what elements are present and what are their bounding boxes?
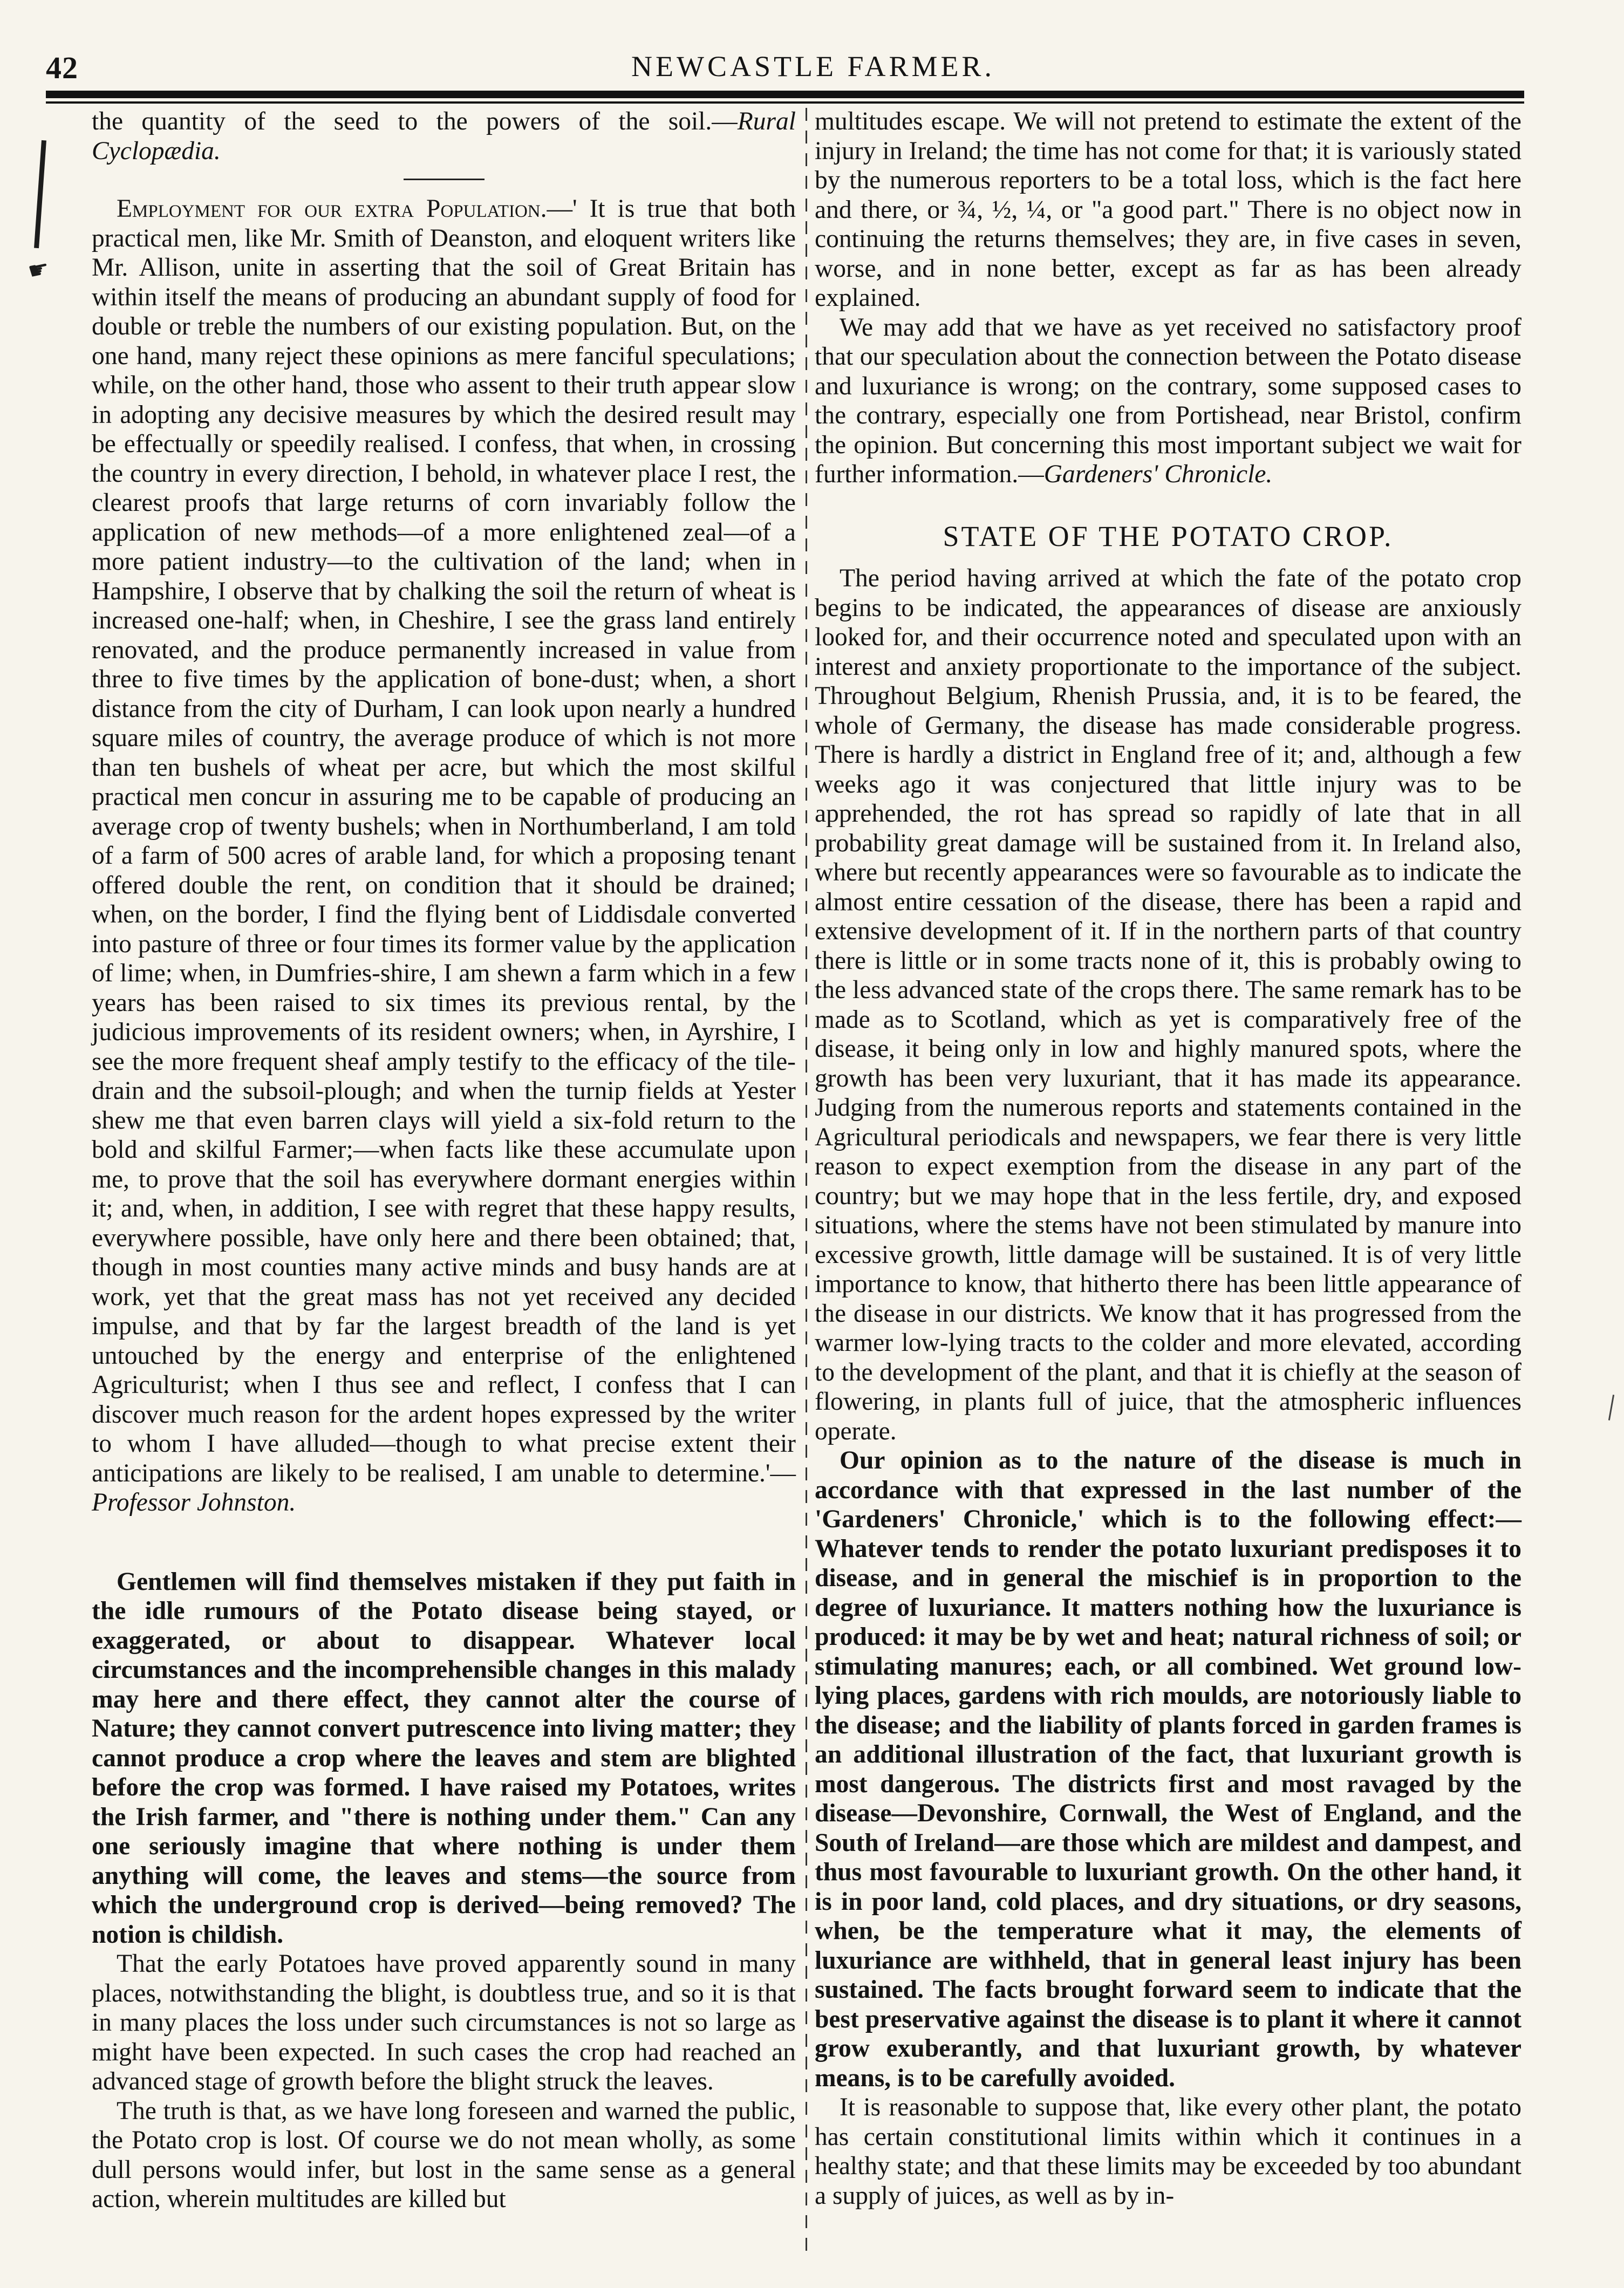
employment-heading: Employment for our extra Population.	[117, 195, 547, 223]
section-title: STATE OF THE POTATO CROP.	[943, 520, 1394, 552]
article-separator	[404, 179, 485, 180]
column-divider	[806, 108, 807, 2255]
potato-paragraph-1: Gentlemen will find themselves mistaken if they put faith in the idle rumours of the Potato disease being stayed, or exaggerated, or about to disappear. Whatever local circumstances and the incomprehensible changes in this malady may here and there effect, they cannot alter the course of Nature; they cannot convert putrescence into living matter; they cannot produce a crop where the leaves and stem are blighted before the crop was formed. I have raised my Potatoes, writes the Irish farmer, and "there is nothing under them." Can any one seriously imagine that where nothing is under them anything will come, the leaves and stems—the source from which the underground crop is derived—being removed? The notion is childish.	[92, 1567, 796, 1949]
article-gap	[92, 1518, 796, 1567]
right-column	[815, 107, 1521, 2210]
continuation-paragraph-2	[815, 313, 1521, 489]
page-number: 42	[46, 50, 78, 85]
left-column	[92, 107, 796, 2214]
state-paragraph-1: The period having arrived at which the fate of the potato crop begins to be indicated, the appearances of disease are anxiously looked for, and their occurrence noted and speculated upon with an interest and anxiety proportionate to the importance of the subject. Throughout Belgium, Rhenish Prussia, and, it is to be feared, the whole of Germany, the disease has made considerable progress. There is hardly a district in England free of it; and, although a few weeks ago it was conjectured that little injury was to be apprehended, the rot has spread so rapidly of late that in all probability great damage will be sustained from it. In Ireland also, where but recently appearances were so favourable as to indicate the almost entire cessation of the disease, there has been a rapid and extensive development of it. If in the northern parts of that country there is little or in some tracts none of it, this is probably owing to the less advanced state of the crops there. The same remark has to be made as to Scotland, which as yet is comparatively free of the disease, it being only in low and highly manured spots, where the growth has been very luxuriant, that it has made its appearance. Judging from the numerous reports and statements contained in the Agricultural periodicals and newspapers, we fear there is very little reason to expect exemption from the disease in any part of the country; but we may hope that in the less fertile, dry, and exposed situations, where the stems have not been stimulated by manure into excessive growth, little damage will be sustained. It is of very little importance to know, that hitherto there has been little appearance of the disease in our districts. We know that it has progressed from the warmer low-lying tracts to the colder and more elevated, according to the development of the plant, and that it is chiefly at the season of flowering, in plants full of juice, that the atmospheric influences operate.	[815, 564, 1521, 1445]
continuation-source: Gardeners' Chronicle.	[1043, 460, 1273, 488]
employment-source: Professor Johnston.	[92, 1488, 296, 1517]
margin-pointing-hand-icon: ☛	[25, 255, 52, 285]
potato-paragraph-3: The truth is that, as we have long foreseen and warned the public, the Potato crop is lost. Of course we do not mean wholly, as some dull persons would infer, but lost in the same sense as a general action, wherein multitudes are killed but	[92, 2096, 796, 2213]
intro-fragment-paragraph: the quantity of the seed to the powers of the soil.—Rural Cyclopædia.	[92, 107, 796, 165]
intro-source: Rural Cyclopædia.	[92, 107, 796, 165]
employment-paragraph	[92, 194, 796, 1518]
margin-ink-mark-right	[1608, 1395, 1614, 1420]
employment-body: —' It is true that both practical men, like Mr. Smith of Deanston, and eloquent writers like Mr. Allison, unite in asserting that the soil of Great Britain has within itself the means of producing an abundant supply of food for double or treble the numbers of our existing population. But, on the one hand, many reject these opinions as mere fanciful speculations; while, on the other hand, those who assent to their truth appear slow in adopting any decisive measures by which the desired result may be effectually or speedily realised. I confess, that when, in crossing the country in every direction, I behold, in whatever place I rest, the clearest proofs that large returns of corn invariably follow the application of new methods—of a more enlightened zeal—of a more patient industry—to the cultivation of the land; when in Hampshire, I observe that by chalking the soil the return of wheat is increased one-half; when, in Cheshire, I see the grass land entirely renovated, and the produce permanently increased in value from three to five times by the application of bone-dust; when, a short distance from the city of Durham, I can look upon nearly a hundred square miles of country, the average produce of which is not more than ten bushels of wheat per acre, but which the most skilful practical men concur in assuring me to be capable of producing an average crop of twenty bushels; when in Northumberland, I am told of a farm of 500 acres of arable land, for which a proposing tenant offered double the rent, on condition that it should be drained; when, on the border, I find the flying bent of Liddisdale converted into pasture of three or four times its former value by the application of lime; when, in Dumfries-shire, I am shewn a farm which in a few years has been raised to six times its previous rental, by the judicious improvements of its resident owners; when, in Ayrshire, I see the more frequent sheaf amply testify to the efficacy of the tile-drain and the subsoil-plough; and when the turnip fields at Yester shew me that even barren clays will yield a six-fold return to the bold and skilful Farmer;—when facts like these accumulate upon me, to prove that the soil has everywhere dormant energies within it; and, when, in addition, I see with regret that these happy results, everywhere possible, have only here and there been obtained; that, though in most counties many active minds and busy hands are at work, yet that the great mass has not yet received any decided impulse, and that by far the largest breadth of the land is yet untouched by the energy and enterprise of the enlightened Agriculturist; when I thus see and reflect, I confess that I can discover much reason for the ardent hopes expressed by the writer to whom I have alluded—though to what precise extent their anticipations are likely to be realised, I am unable to determine.'—	[92, 195, 796, 1487]
header-rule-thick	[46, 91, 1524, 98]
state-paragraph-3: It is reasonable to suppose that, like every other plant, the potato has certain constitutional limits within which it continues in a healthy state; and that these limits may be exceeded by too abundant a supply of juices, as well as by in-	[815, 2093, 1521, 2210]
header-rule-thin	[46, 101, 1524, 104]
potato-paragraph-2: That the early Potatoes have proved apparently sound in many places, notwithstanding the blight, is doubtless true, and so it is that in many places the loss under such circumstances is not so large as might have been expected. In such cases the crop had reached an advanced stage of growth before the blight struck the leaves.	[92, 1950, 796, 2095]
state-paragraph-2: Our opinion as to the nature of the disease is much in accordance with that expressed in the last number of the 'Gardeners' Chronicle,' which is to the following effect:—Whatever tends to render the potato luxuriant predisposes it to disease, and in general the mischief is in proportion to the degree of luxuriance. It matters nothing how the luxuriance is produced: it may be by wet and heat; natural richness of soil; or stimulating manures; each, or all combined. Wet ground low-lying places, gardens with rich moulds, are notoriously liable to the disease; and the liability of plants forced in garden frames is an additional illustration of the fact, that luxuriant growth is most dangerous. The districts first and most ravaged by the disease—Devonshire, Cornwall, the West of England, and the South of Ireland—are those which are mildest and dampest, and thus most favourable to luxuriant growth. On the other hand, it is in poor land, cold places, and dry situations, or dry seasons, when, be the temperature what it may, the elements of luxuriance are withheld, that in general least injury has been sustained. The facts brought forward seem to indicate that the best preservative against the disease is to plant it where it cannot grow exuberantly, and that luxuriant growth, by whatever means, is to be carefully avoided.	[815, 1446, 1521, 2092]
running-title: NEWCASTLE FARMER.	[631, 50, 995, 83]
intro-fragment: the quantity of the seed to the powers of the soil.	[92, 107, 712, 135]
margin-ink-mark	[34, 140, 46, 248]
continuation-paragraph-1: multitudes escape. We will not pretend to estimate the extent of the injury in Ireland; the time has not come for that; it is variously stated by the numerous reporters to be a total loss, which is the fact here and there, or ¾, ½, ¼, or "a good part." There is no object now in continuing the returns themselves; they are, in five cases in seven, worse, and in none better, except as far as has been already explained.	[815, 107, 1521, 312]
continuation-text: We may add that we have as yet received no satisfactory proof that our speculation about the connection between the Potato disease and luxuriance is wrong; on the contrary, some supposed cases to the contrary, especially one from Portishead, near Bristol, confirm the opinion. But concerning this most important subject we wait for further information.—	[815, 313, 1521, 488]
